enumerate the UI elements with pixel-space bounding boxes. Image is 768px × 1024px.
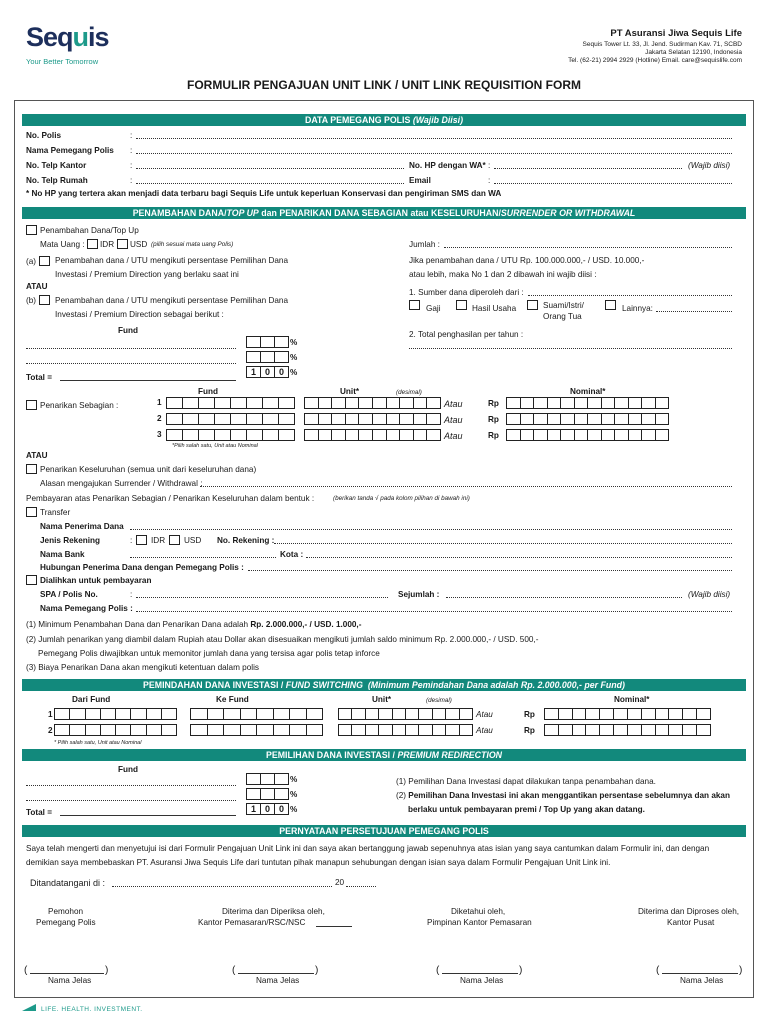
- alasan-field[interactable]: [200, 486, 732, 487]
- total-boxes: 1 0 0: [246, 366, 288, 378]
- switch-unit-row-2[interactable]: [338, 724, 472, 736]
- penghasilan-field[interactable]: [409, 348, 732, 349]
- section-fund-switching: PEMINDAHAN DANA INVESTASI / FUND SWITCHING (Minimum Pemindahan Dana adalah Rp. 2.000.000,- per Fund): [22, 679, 746, 691]
- label-telp-kantor: No. Telp Kantor: [26, 161, 87, 170]
- gaji-checkbox[interactable]: [409, 300, 420, 310]
- withdraw-fund-row-2[interactable]: [166, 413, 294, 425]
- tagline: Your Better Tomorrow: [26, 57, 99, 66]
- label-no-polis: No. Polis: [26, 131, 62, 140]
- redirect-pct-1[interactable]: [246, 773, 288, 785]
- switch-unit-row-1[interactable]: [338, 708, 472, 720]
- hp-note: * No HP yang tertera akan menjadi data terbaru bagi Sequis Life untuk keperluan Konservasi dan pengiriman SMS dan WA: [26, 189, 502, 198]
- signature-line-4[interactable]: [662, 973, 738, 974]
- mata-uang-note: (pilih sesuai mata uang Polis): [151, 241, 234, 248]
- usd-checkbox[interactable]: [117, 239, 128, 249]
- redirect-total-boxes: 1 0 0: [246, 803, 288, 815]
- telp-rumah-field[interactable]: [136, 183, 404, 184]
- switch-nominal-row-2[interactable]: [544, 724, 710, 736]
- nama-pp-field[interactable]: [136, 611, 732, 612]
- pct-boxes-1[interactable]: [246, 336, 288, 348]
- footer-tagline: LIFE. HEALTH. INVESTMENT.: [22, 1004, 143, 1013]
- redirect-pct-2[interactable]: [246, 788, 288, 800]
- section-premium-redirection: PEMILIHAN DANA INVESTASI / PREMIUM REDIRECTION: [22, 749, 746, 761]
- withdraw-fund-row-3[interactable]: [166, 429, 294, 441]
- signature-line-2[interactable]: [238, 973, 314, 974]
- fund-field-2[interactable]: [26, 363, 236, 364]
- rek-usd-checkbox[interactable]: [169, 535, 180, 545]
- penarikan-keseluruhan-checkbox[interactable]: [26, 464, 37, 474]
- company-address-2: Jakarta Selatan 12190, Indonesia: [645, 49, 742, 56]
- penerima-field[interactable]: [130, 529, 732, 530]
- label-hp: No. HP dengan WA*: [409, 161, 486, 170]
- option-b-checkbox[interactable]: [39, 295, 50, 305]
- withdraw-unit-row-2[interactable]: [304, 413, 440, 425]
- switch-nominal-row-1[interactable]: [544, 708, 710, 720]
- note-3: (3) Biaya Penarikan Dana akan mengikuti ketentuan dalam polis: [26, 663, 260, 672]
- transfer-checkbox[interactable]: [26, 507, 37, 517]
- lainnya-checkbox[interactable]: [605, 300, 616, 310]
- withdraw-nominal-row-2[interactable]: [506, 413, 668, 425]
- suami-istri-checkbox[interactable]: [527, 300, 538, 310]
- redirect-fund-2[interactable]: [26, 800, 236, 801]
- label-nama: Nama Pemegang Polis: [26, 146, 114, 155]
- withdraw-nominal-row-3[interactable]: [506, 429, 668, 441]
- note-1: (1) Minimum Penambahan Dana dan Penarikan Dana adalah Rp. 2.000.000,- / USD. 1.000,-: [26, 620, 362, 629]
- signature-line-3[interactable]: [442, 973, 518, 974]
- norek-field[interactable]: [274, 543, 732, 544]
- note-2: (2) Jumlah penarikan yang diambil dalam Rupiah atau Dollar akan disesuaikan mengikuti jumlah saldo minimum Rp. 2.000.000,- / USD. 500,-: [26, 635, 539, 644]
- mata-uang-label: Mata Uang :: [40, 240, 85, 249]
- fund-field-1[interactable]: [26, 348, 236, 349]
- rek-idr-checkbox[interactable]: [136, 535, 147, 545]
- company-address-1: Sequis Tower Lt. 33, Jl. Jend. Sudirman Kav. 71, SCBD: [582, 41, 742, 48]
- switch-to-row-1[interactable]: [190, 708, 322, 720]
- switch-to-row-2[interactable]: [190, 724, 322, 736]
- topup-checkbox[interactable]: [26, 225, 37, 235]
- section-data-pemegang-polis: DATA PEMEGANG POLIS (Wajib Diisi): [22, 114, 746, 126]
- withdraw-unit-row-3[interactable]: [304, 429, 440, 441]
- bank-field[interactable]: [130, 557, 276, 558]
- switch-from-row-1[interactable]: [54, 708, 176, 720]
- topup-label: Penambahan Dana/Top Up: [40, 226, 139, 235]
- section-pernyataan: PERNYATAAN PERSETUJUAN PEMEGANG POLIS: [22, 825, 746, 837]
- label-email: Email: [409, 176, 431, 185]
- sejumlah-field[interactable]: [446, 597, 682, 598]
- hasil-usaha-checkbox[interactable]: [456, 300, 467, 310]
- idr-checkbox[interactable]: [87, 239, 98, 249]
- switch-from-row-2[interactable]: [54, 724, 176, 736]
- penarikan-sebagian-checkbox[interactable]: [26, 400, 37, 410]
- spa-field[interactable]: [136, 597, 388, 598]
- jumlah-label: Jumlah :: [409, 240, 440, 249]
- label-telp-rumah: No. Telp Rumah: [26, 176, 88, 185]
- hubungan-field[interactable]: [248, 570, 732, 571]
- note-2b: Pemegang Polis diwajibkan untuk memonitor jumlah dana yang tersisa agar polis tetap inforce: [38, 649, 380, 658]
- signature-line-1[interactable]: [30, 973, 104, 974]
- redirect-fund-1[interactable]: [26, 785, 236, 786]
- wajib-note-hp: (Wajib diisi): [688, 161, 731, 170]
- withdraw-fund-row-1[interactable]: [166, 397, 294, 409]
- hp-field[interactable]: [494, 168, 682, 169]
- section-topup-withdrawal: PENAMBAHAN DANA/TOP UP dan PENARIKAN DANA SEBAGIAN atau KESELURUHAN/SURRENDER OR WITHDRAWAL: [22, 207, 746, 219]
- nama-field[interactable]: [136, 153, 732, 154]
- withdraw-unit-row-1[interactable]: [304, 397, 440, 409]
- company-contact: Tel. (62-21) 2994 2929 (Hotline) Email. care@sequislife.com: [568, 57, 742, 64]
- jumlah-field[interactable]: [444, 247, 732, 248]
- pct-boxes-2[interactable]: [246, 351, 288, 363]
- option-a-checkbox[interactable]: [39, 256, 50, 266]
- dialihkan-checkbox[interactable]: [26, 575, 37, 585]
- ditandatangani-field[interactable]: [112, 886, 332, 887]
- form-title: FORMULIR PENGAJUAN UNIT LINK / UNIT LINK REQUISITION FORM: [187, 78, 581, 92]
- email-field[interactable]: [494, 183, 732, 184]
- sequis-logo: Sequis: [26, 22, 109, 52]
- kota-field[interactable]: [306, 557, 732, 558]
- telp-kantor-field[interactable]: [136, 168, 404, 169]
- company-name: PT Asuransi Jiwa Sequis Life: [610, 28, 742, 39]
- withdraw-nominal-row-1[interactable]: [506, 397, 668, 409]
- no-polis-field[interactable]: [136, 138, 732, 139]
